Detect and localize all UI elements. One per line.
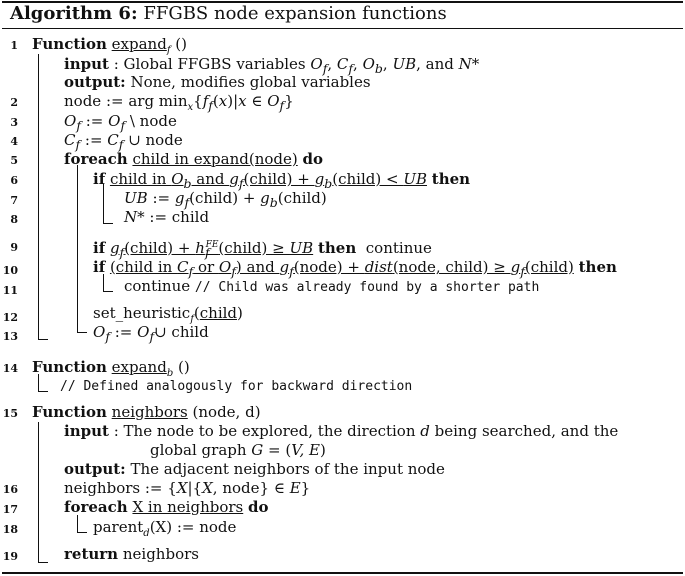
algo-line-9: if $g_f(child)$ + $h_f^{FE}(child)$ ≥ UB then continue [93,239,432,260]
algo-line-16: neighbors := {X|{X, node} ∈ E} [64,479,311,497]
algo-line-4: $C_f$ := $C_f$ ∪ node [64,131,183,152]
scope-bar [77,515,78,532]
algorithm-label: Algorithm 6: [10,3,138,24]
algo-line-10: if (child in $C_f$ or $O_f$) and $g_f(node)$ + dist(node, child) ≥ $g_f(child)$ then [93,258,617,279]
scope-bar [38,562,48,563]
algo-input: input : Global FFGBS variables $O_f$, $C_f$, $O_b$, UB, and N* [64,55,480,76]
line-number: 7 [10,194,18,207]
line-number: 2 [10,96,18,109]
algo-line-1: Function expand$_f$ () [32,35,187,56]
line-number: 17 [2,503,18,516]
line-number: 5 [10,154,18,167]
scope-bar [77,532,87,533]
algo-output: output: None, modifies global variables [64,73,371,91]
algo-line-5: foreach child in expand(node) do [64,150,324,168]
algo-line-15: Function neighbors (node, d) [32,403,261,421]
algo-line-19: return neighbors [64,545,199,563]
algo-line-14: Function expand$_b$ () [32,358,190,379]
algo-comment-backward [60,376,412,396]
algo-output-2: output: The adjacent neighbors of the input node [64,460,445,478]
line-number: 10 [2,264,18,277]
line-number: 12 [2,311,18,324]
line-number: 9 [10,241,18,254]
line-number: 18 [2,523,18,536]
algo-line-3: $O_f$ := $O_f$ \ node [64,112,177,133]
keyword: Function [32,35,107,53]
algo-line-2: node := arg $\min_x\{f_f(x)|x$ ∈ $O_f$} [64,92,294,113]
algo-line-11: continue // Child was already found by a shorter path [124,277,540,295]
scope-bar [77,332,87,333]
line-number: 15 [2,407,18,420]
algo-input-2-cont: global graph G = (V, E) [150,441,326,459]
scope-bar [38,391,48,392]
line-number: 19 [2,550,18,563]
algorithm-title [10,3,447,24]
bottom-rule [2,572,683,574]
scope-bar [103,223,113,224]
line-number: 11 [2,284,18,297]
line-number: 16 [2,483,18,496]
line-number: 14 [2,362,18,375]
algo-line-7: UB := $g_f(child)$ + $g_b(child)$ [124,189,327,210]
line-number: 6 [10,174,18,187]
scope-bar [103,291,113,292]
line-number: 3 [10,116,18,129]
line-number: 13 [2,330,18,343]
line-number: 1 [10,39,18,52]
algo-line-12: set_heuristic$_f$(child) [93,304,243,325]
algo-line-17: foreach X in neighbors do [64,498,269,516]
title-rule [2,28,683,29]
algo-input-2: input : The node to be explored, the direction d being searched, and the [64,422,619,440]
algorithm-caption: FFGBS node expansion functions [143,3,447,24]
code-comment: // Defined analogously for backward direction [60,379,413,394]
line-number: 8 [10,213,18,226]
algo-line-13: $O_f$ := $O_f\cup$ child [93,323,209,344]
line-number: 4 [10,135,18,148]
scope-bar [38,422,39,562]
scope-bar [38,339,48,340]
scope-bar [38,54,39,339]
code-comment: // Child was already found by a shorter path [194,280,540,295]
scope-bar [77,165,78,332]
algo-line-6: if child in $O_b$ and $g_f(child)$ + $g_b(child)$ < UB then [93,170,471,191]
algo-line-18: parent$_d$(X) := node [93,518,237,539]
algo-line-8: N* := child [124,208,210,226]
function-name: expand$_f$ [111,35,171,56]
